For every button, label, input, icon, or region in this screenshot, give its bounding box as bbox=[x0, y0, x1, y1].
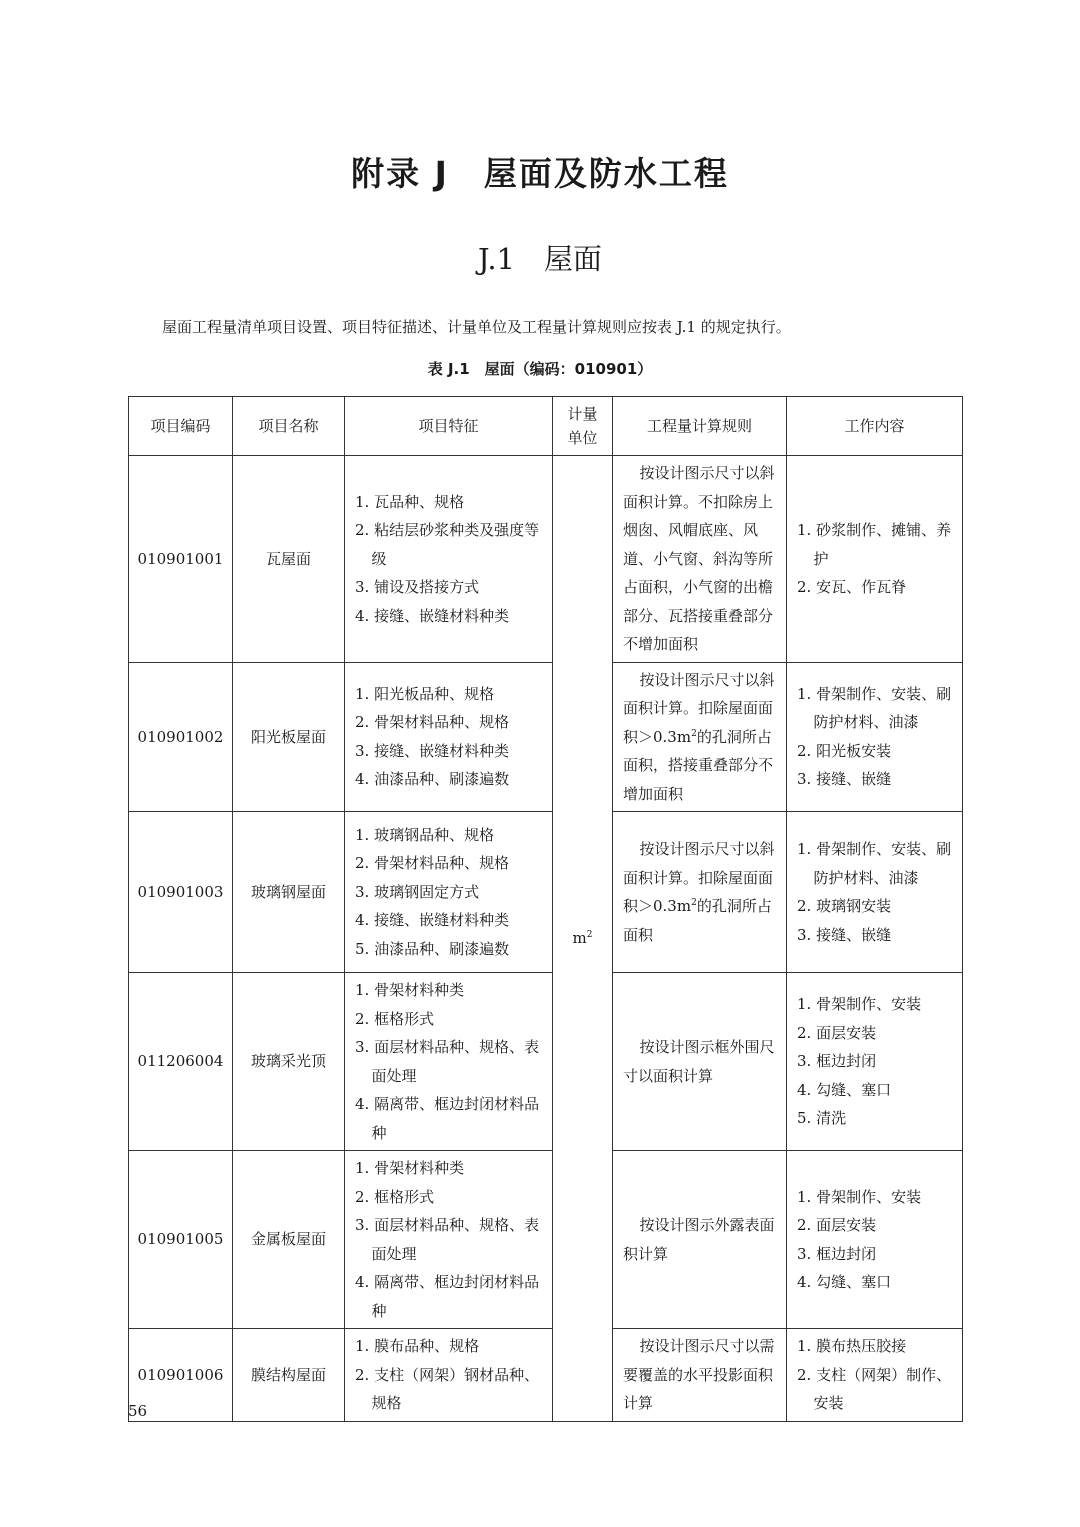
measure-unit bbox=[553, 456, 613, 1422]
table-row bbox=[129, 1329, 963, 1422]
item-rule bbox=[613, 662, 787, 812]
rule-text: 的孔洞所占面积 bbox=[623, 897, 772, 944]
item-features bbox=[345, 1151, 553, 1329]
rule-text: 按设计图示尺寸以斜面积计算。扣除屋面面积＞0.3m bbox=[623, 840, 775, 915]
item-features bbox=[345, 812, 553, 973]
header-rule: 工程量计算规则 bbox=[613, 397, 787, 456]
item-name: 金属板屋面 bbox=[233, 1151, 345, 1329]
header-code: 项目编码 bbox=[129, 397, 233, 456]
item-code: 010901006 bbox=[129, 1329, 233, 1422]
roof-items-table bbox=[128, 396, 963, 1422]
work-line: 2. 玻璃钢安装 bbox=[797, 897, 892, 915]
item-work bbox=[787, 1151, 963, 1329]
feature-line: 1. 玻璃钢品种、规格 bbox=[355, 825, 495, 844]
feature-line: 4. 油漆品种、刷漆遍数 bbox=[355, 770, 510, 789]
unit-exponent: 2 bbox=[586, 930, 593, 940]
item-rule: 按设计图示外露表面积计算 bbox=[613, 1151, 787, 1329]
item-code: 010901003 bbox=[129, 812, 233, 973]
item-work bbox=[787, 456, 963, 663]
feature-line: 3. 玻璃钢固定方式 bbox=[355, 882, 480, 901]
page-title: 附录 J 屋面及防水工程 bbox=[351, 154, 729, 193]
item-work bbox=[787, 973, 963, 1151]
work-line: 2. 安瓦、作瓦脊 bbox=[797, 578, 907, 596]
item-name: 玻璃钢屋面 bbox=[233, 812, 345, 973]
feature-line: 1. 瓦品种、规格 bbox=[355, 492, 465, 511]
feature-line: 4. 隔离带、框边封闭材料品种 bbox=[355, 1095, 540, 1142]
feature-line: 1. 骨架材料种类 bbox=[355, 1159, 465, 1177]
item-name: 玻璃采光顶 bbox=[233, 973, 345, 1151]
work-line: 1. 骨架制作、安装 bbox=[797, 995, 922, 1014]
item-rule: 按设计图示框外围尺寸以面积计算 bbox=[613, 973, 787, 1151]
item-name: 阳光板屋面 bbox=[233, 662, 345, 812]
feature-line: 2. 框格形式 bbox=[355, 1009, 435, 1028]
table-row bbox=[129, 973, 963, 1151]
item-work bbox=[787, 1329, 963, 1422]
item-features bbox=[345, 973, 553, 1151]
work-line: 1. 骨架制作、安装、刷防护材料、油漆 bbox=[797, 840, 952, 887]
work-line: 2. 支柱（网架）制作、安装 bbox=[797, 1365, 952, 1412]
feature-line: 2. 框格形式 bbox=[355, 1187, 435, 1206]
header-features: 项目特征 bbox=[345, 397, 553, 456]
table-header-row bbox=[129, 397, 963, 456]
table-row bbox=[129, 456, 963, 663]
header-work: 工作内容 bbox=[787, 397, 963, 456]
page-number: 56 bbox=[128, 1402, 148, 1420]
feature-line: 1. 膜布品种、规格 bbox=[355, 1337, 480, 1355]
rule-text: 按设计图示尺寸以斜面积计算。扣除屋面面积＞0.3m bbox=[623, 670, 775, 746]
work-line: 1. 膜布热压胶接 bbox=[797, 1337, 907, 1355]
feature-line: 3. 铺设及搭接方式 bbox=[355, 578, 480, 596]
header-name: 项目名称 bbox=[233, 397, 345, 456]
feature-line: 4. 接缝、嵌缝材料种类 bbox=[355, 911, 510, 930]
feature-line: 3. 面层材料品种、规格、表面处理 bbox=[355, 1216, 540, 1263]
item-work bbox=[787, 662, 963, 812]
work-line: 3. 框边封闭 bbox=[797, 1244, 877, 1263]
feature-line: 2. 支柱（网架）钢材品种、规格 bbox=[355, 1365, 540, 1412]
work-line: 3. 接缝、嵌缝 bbox=[797, 770, 892, 789]
feature-line: 5. 油漆品种、刷漆遍数 bbox=[355, 939, 510, 958]
table-row bbox=[129, 812, 963, 973]
work-line: 2. 面层安装 bbox=[797, 1023, 877, 1042]
rule-exponent: 2 bbox=[691, 728, 697, 739]
item-rule bbox=[613, 812, 787, 973]
work-line: 2. 阳光板安装 bbox=[797, 741, 892, 760]
work-line: 3. 接缝、嵌缝 bbox=[797, 925, 892, 944]
feature-line: 1. 骨架材料种类 bbox=[355, 981, 465, 999]
item-rule: 按设计图示尺寸以斜面积计算。不扣除房上烟囱、风帽底座、风道、小气窗、斜沟等所占面积，小气窗的出檐部分、瓦搭接重叠部分不增加面积 bbox=[613, 456, 787, 663]
item-name: 瓦屋面 bbox=[233, 456, 345, 663]
work-line: 4. 勾缝、塞口 bbox=[797, 1080, 892, 1099]
feature-line: 3. 接缝、嵌缝材料种类 bbox=[355, 741, 510, 760]
feature-line: 1. 阳光板品种、规格 bbox=[355, 684, 495, 703]
work-line: 1. 骨架制作、安装 bbox=[797, 1187, 922, 1206]
feature-line: 2. 骨架材料品种、规格 bbox=[355, 854, 510, 873]
item-rule: 按设计图示尺寸以需要覆盖的水平投影面积计算 bbox=[613, 1329, 787, 1422]
item-code: 010901001 bbox=[129, 456, 233, 663]
item-code: 010901005 bbox=[129, 1151, 233, 1329]
rule-text: 的孔洞所占面积，搭接重叠部分不增加面积 bbox=[623, 727, 774, 803]
intro-paragraph: 屋面工程量清单项目设置、项目特征描述、计量单位及工程量计算规则应按表 J.1 的规定执行。 bbox=[162, 318, 791, 336]
item-code: 011206004 bbox=[129, 973, 233, 1151]
work-line: 1. 砂浆制作、摊铺、养护 bbox=[797, 521, 952, 568]
work-line: 1. 骨架制作、安装、刷防护材料、油漆 bbox=[797, 684, 952, 732]
feature-line: 2. 骨架材料品种、规格 bbox=[355, 713, 510, 732]
item-work bbox=[787, 812, 963, 973]
item-features bbox=[345, 1329, 553, 1422]
item-features bbox=[345, 662, 553, 812]
unit-base: m bbox=[572, 929, 587, 947]
table-row bbox=[129, 1151, 963, 1329]
rule-exponent: 2 bbox=[691, 898, 697, 908]
feature-line: 4. 接缝、嵌缝材料种类 bbox=[355, 606, 510, 625]
item-code: 010901002 bbox=[129, 662, 233, 812]
work-line: 5. 清洗 bbox=[797, 1109, 847, 1128]
item-name: 膜结构屋面 bbox=[233, 1329, 345, 1422]
header-unit: 计量单位 bbox=[553, 397, 613, 456]
table-row bbox=[129, 662, 963, 812]
feature-line: 2. 粘结层砂浆种类及强度等级 bbox=[355, 521, 540, 568]
work-line: 4. 勾缝、塞口 bbox=[797, 1273, 892, 1291]
item-features bbox=[345, 456, 553, 663]
feature-line: 3. 面层材料品种、规格、表面处理 bbox=[355, 1038, 540, 1085]
section-title: J.1 屋面 bbox=[477, 242, 603, 276]
table-caption: 表 J.1 屋面（编码：010901） bbox=[427, 360, 653, 378]
feature-line: 4. 隔离带、框边封闭材料品种 bbox=[355, 1273, 540, 1320]
work-line: 2. 面层安装 bbox=[797, 1216, 877, 1234]
work-line: 3. 框边封闭 bbox=[797, 1052, 877, 1071]
